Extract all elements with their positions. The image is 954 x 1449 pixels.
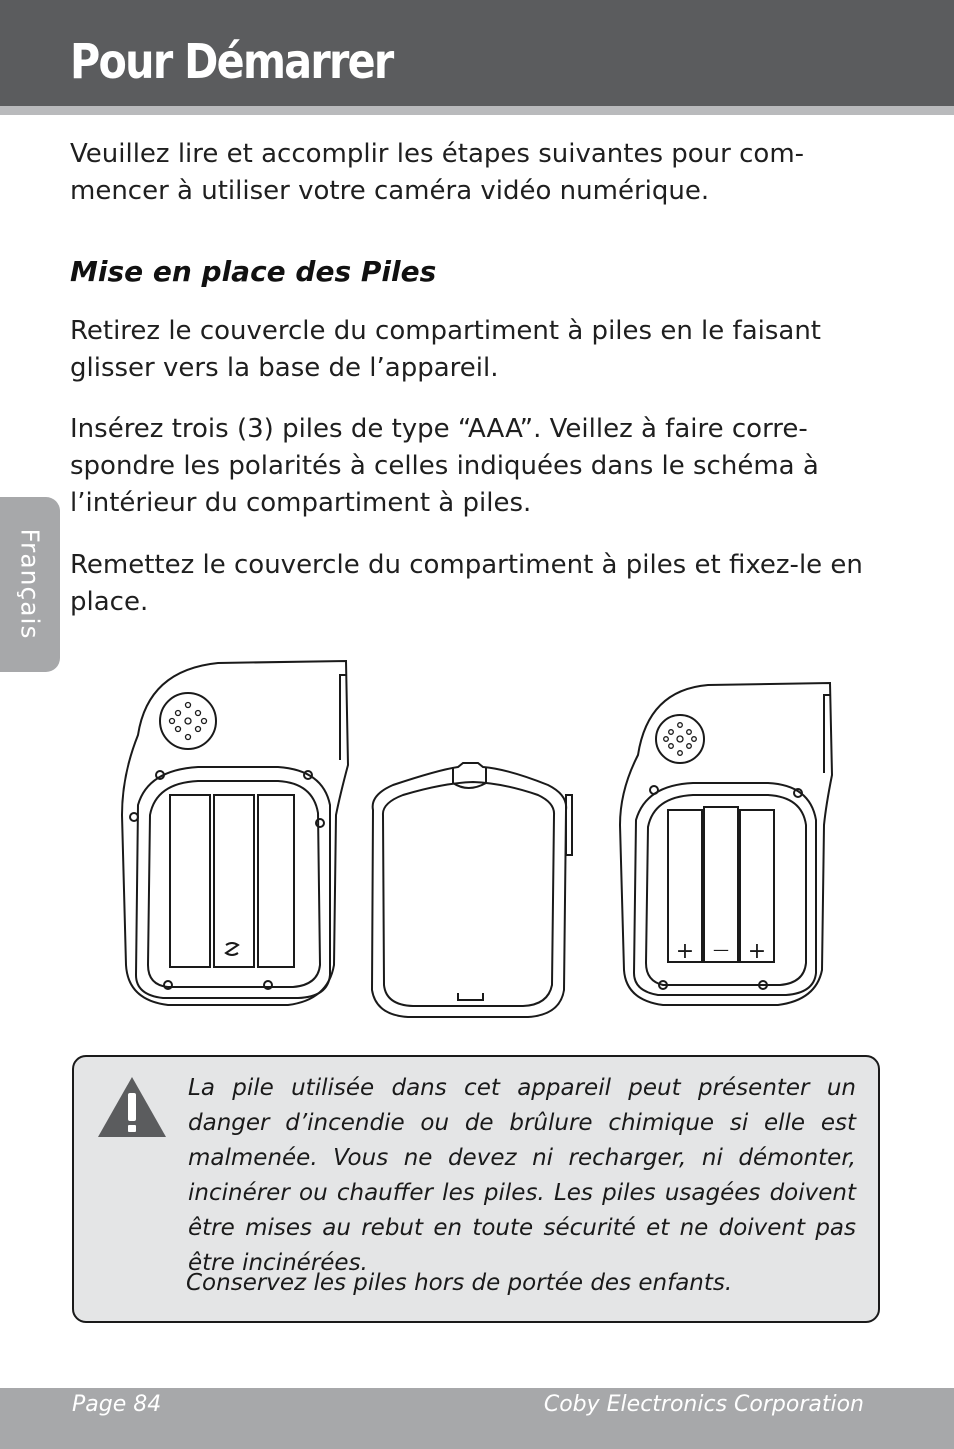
step-remove-cover: Retirez le couvercle du compartiment à piles en le faisant glisser vers la base de l’appareil. <box>70 316 822 383</box>
warning-triangle-icon <box>96 1075 168 1139</box>
language-tab <box>0 497 60 672</box>
header-rule <box>0 106 954 115</box>
battery-installation-figure <box>108 655 848 1025</box>
warning-text: La pile utilisée dans cet appareil peut présenter un danger d’incendie ou de brûlure chimique si elle est malmenée. Vous ne devez ni recharger, ni démonter, incinérer ou chauffer les piles. Les piles usagées doivent être mises au rebut en toute sécurité et ne doivent pas être incinérées. <box>188 1075 856 1276</box>
step-replace-cover: Remettez le couvercle du compartiment à piles et fixez-le en place. <box>70 550 863 617</box>
intro-paragraph: Veuillez lire et accomplir les étapes suivantes pour commencer à utiliser votre caméra vidéo numérique. <box>70 139 805 206</box>
page-header <box>0 0 954 106</box>
page-number: Page 84 <box>72 1392 162 1417</box>
company-name: Coby Electronics Corporation <box>543 1392 864 1417</box>
camera-open-compartment-illustration <box>122 661 348 1005</box>
warning-box <box>72 1055 880 1323</box>
language-tab-label: Français <box>15 528 45 640</box>
warning-note: Conservez les piles hors de portée des enfants. <box>186 1270 733 1296</box>
polarity-mark-right: + <box>747 939 767 964</box>
page-title: Pour Démarrer <box>70 34 393 90</box>
polarity-mark-left: + <box>675 939 695 964</box>
polarity-mark-middle: — <box>713 940 729 959</box>
step-insert-batteries: Insérez trois (3) piles de type “AAA”. Veillez à faire correspondre les polarités à celles indiquées dans le schéma à l’intérieur du compartiment à piles. <box>70 414 819 518</box>
section-title: Mise en place des Piles <box>70 255 437 288</box>
page-footer <box>0 1388 954 1449</box>
battery-cover-illustration <box>372 763 572 1017</box>
